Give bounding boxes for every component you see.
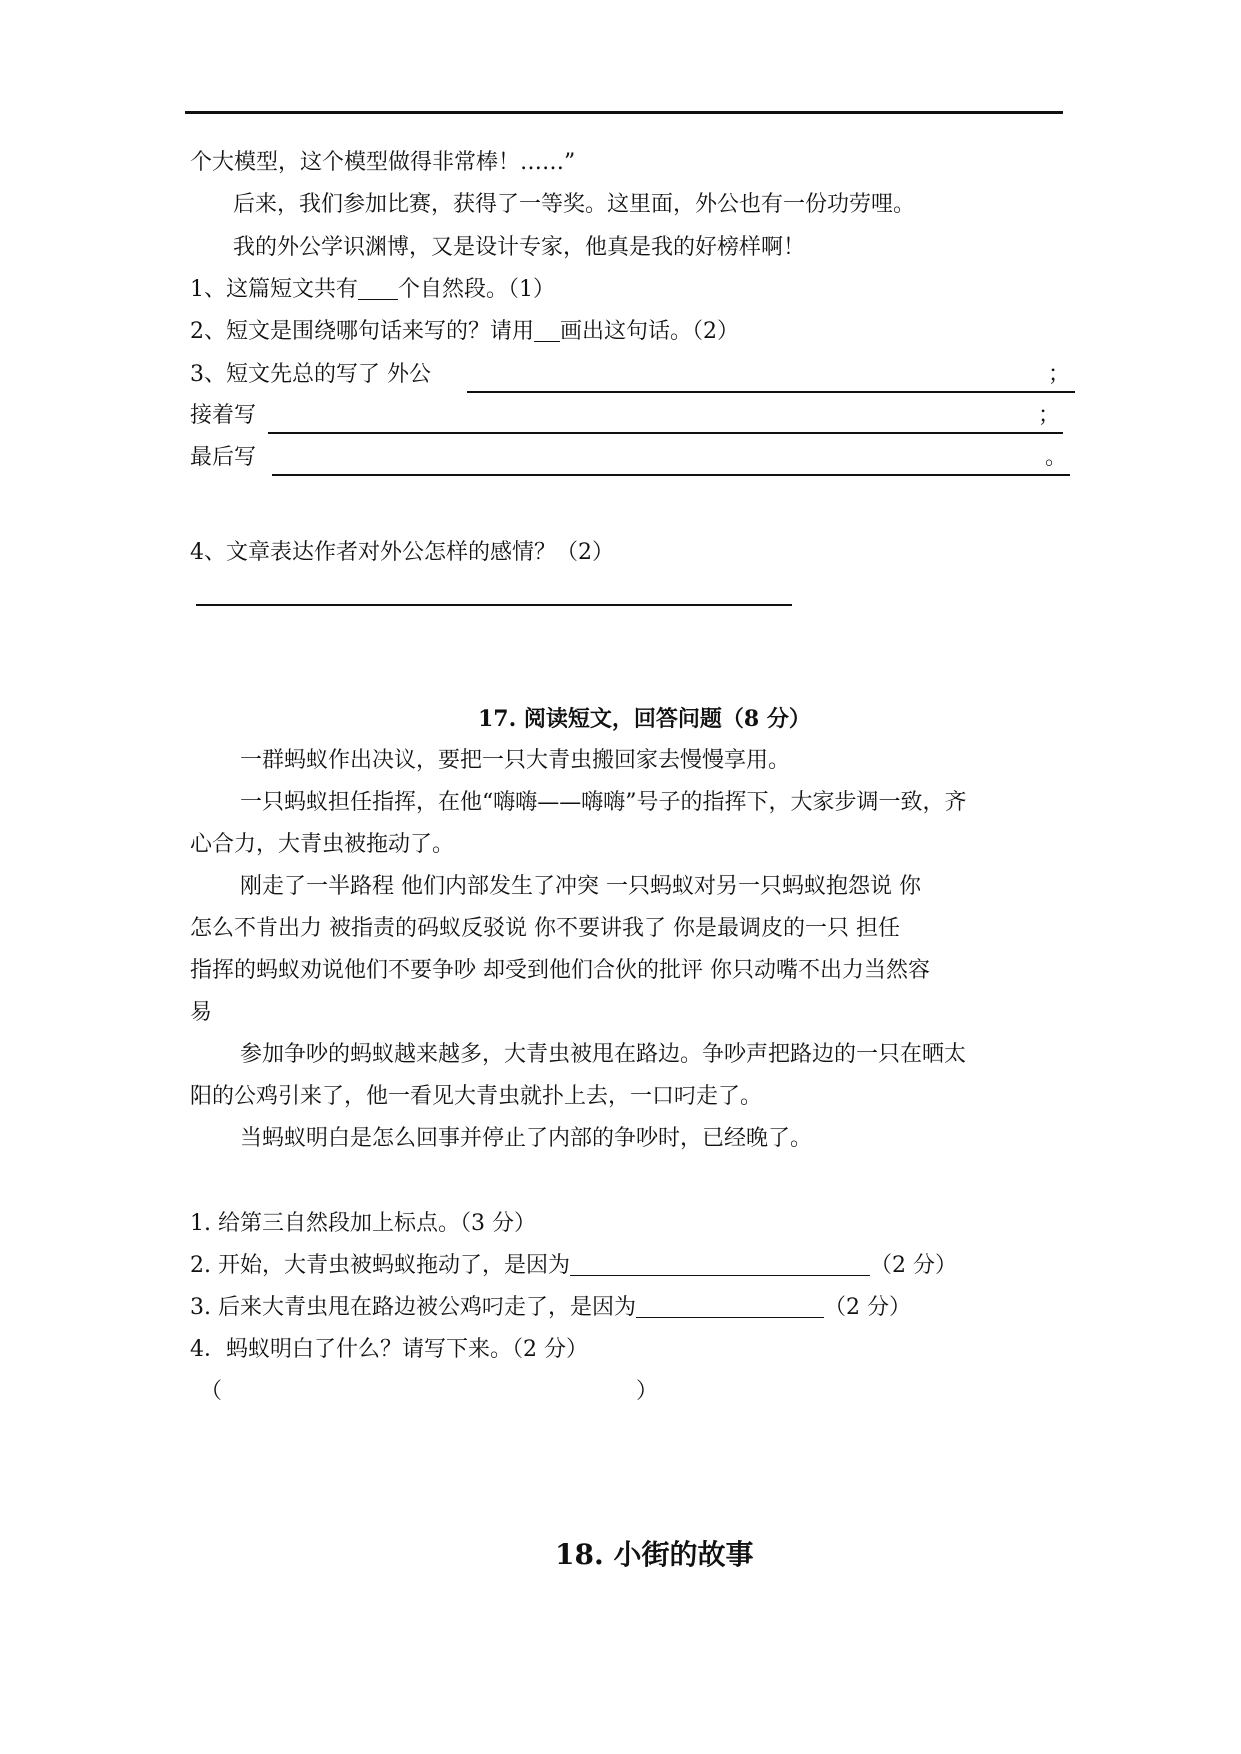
q17-3-blank[interactable]	[636, 1295, 824, 1318]
q17-2-text: 2. 开始，大青虫被蚂蚁拖动了，是因为	[190, 1253, 570, 1278]
p17-2-l2: 心合力，大青虫被拖动了。	[190, 832, 455, 857]
para-3: 我的外公学识渊博，又是设计专家，他真是我的好榜样啊！	[233, 235, 806, 260]
p17-4-l2: 阳的公鸡引来了，他一看见大青虫就扑上去，一口叼走了。	[190, 1084, 763, 1109]
q16-4: 4、文章表达作者对外公怎样的感情？（2）	[190, 540, 614, 565]
q17-2-blank[interactable]	[570, 1253, 870, 1276]
p17-3-l1: 刚走了一半路程 他们内部发生了冲突 一只蚂蚁对另一只蚂蚁抱怨说 你	[240, 874, 921, 899]
p17-5: 当蚂蚁明白是怎么回事并停止了内部的争吵时，已经晚了。	[240, 1126, 813, 1151]
p17-1: 一群蚂蚁作出决议，要把一只大青虫搬回家去慢慢享用。	[240, 748, 791, 773]
q17-4-close-paren: ）	[636, 1379, 659, 1404]
p17-2-l1: 一只蚂蚁担任指挥，在他“嗨嗨——嗨嗨”号子的指挥下，大家步调一致，齐	[240, 790, 967, 815]
q16-3-last-end: 。	[1045, 445, 1068, 470]
q16-3: 3、短文先总的写了 外公	[190, 362, 431, 387]
p17-3-l2: 怎么不肯出力 被指责的码蚁反驳说 你不要讲我了 你是最调皮的一只 担任	[190, 916, 900, 941]
q17-3-score: （2 分）	[824, 1295, 911, 1320]
q16-1-text: 1、这篇短文共有	[190, 277, 358, 302]
q16-3-last: 最后写	[190, 445, 257, 470]
p17-3-l3: 指挥的蚂蚁劝说他们不要争吵 却受到他们合伙的批评 你只动嘴不出力当然容	[190, 958, 930, 983]
q16-1	[190, 275, 555, 305]
q17-1: 1. 给第三自然段加上标点。（3 分）	[190, 1211, 536, 1236]
q16-3-next-end: ；	[1038, 403, 1061, 428]
q16-1-text-b: 个自然段。（1）	[398, 277, 555, 302]
section-17-title: 17. 阅读短文，回答问题（8 分）	[478, 706, 811, 732]
section-18-title: 18. 小街的故事	[555, 1538, 754, 1571]
q17-4-open-paren: （	[200, 1379, 223, 1404]
p17-4-l1: 参加争吵的蚂蚁越来越多，大青虫被甩在路边。争吵声把路边的一只在晒太	[240, 1042, 967, 1067]
q16-2-text-b: 画出这句话。（2）	[560, 319, 739, 344]
q16-2	[190, 317, 739, 347]
para-tail: 个大模型，这个模型做得非常棒！……”	[190, 150, 576, 175]
q17-2-score: （2 分）	[870, 1253, 957, 1278]
q16-4-answer-line[interactable]	[196, 604, 792, 606]
q16-2-blank[interactable]	[534, 319, 560, 342]
header-rule	[185, 111, 1063, 114]
q16-1-blank[interactable]	[358, 277, 398, 300]
q17-2	[190, 1251, 957, 1281]
q17-3-text: 3. 后来大青虫甩在路边被公鸡叼走了，是因为	[190, 1295, 636, 1320]
q16-3-blank-line[interactable]	[467, 391, 1075, 393]
q16-3-next: 接着写	[190, 403, 257, 428]
q16-3-last-blank-line[interactable]	[272, 474, 1070, 476]
q17-4: 4．蚂蚁明白了什么？请写下来。（2 分）	[190, 1337, 588, 1362]
q16-2-text: 2、短文是围绕哪句话来写的？请用	[190, 319, 534, 344]
q16-3-end: ；	[1048, 362, 1071, 387]
p17-3-l4: 易	[190, 1000, 213, 1025]
q17-3	[190, 1293, 911, 1323]
q16-3-next-blank-line[interactable]	[268, 432, 1063, 434]
para-2: 后来，我们参加比赛，获得了一等奖。这里面，外公也有一份功劳哩。	[233, 192, 916, 217]
